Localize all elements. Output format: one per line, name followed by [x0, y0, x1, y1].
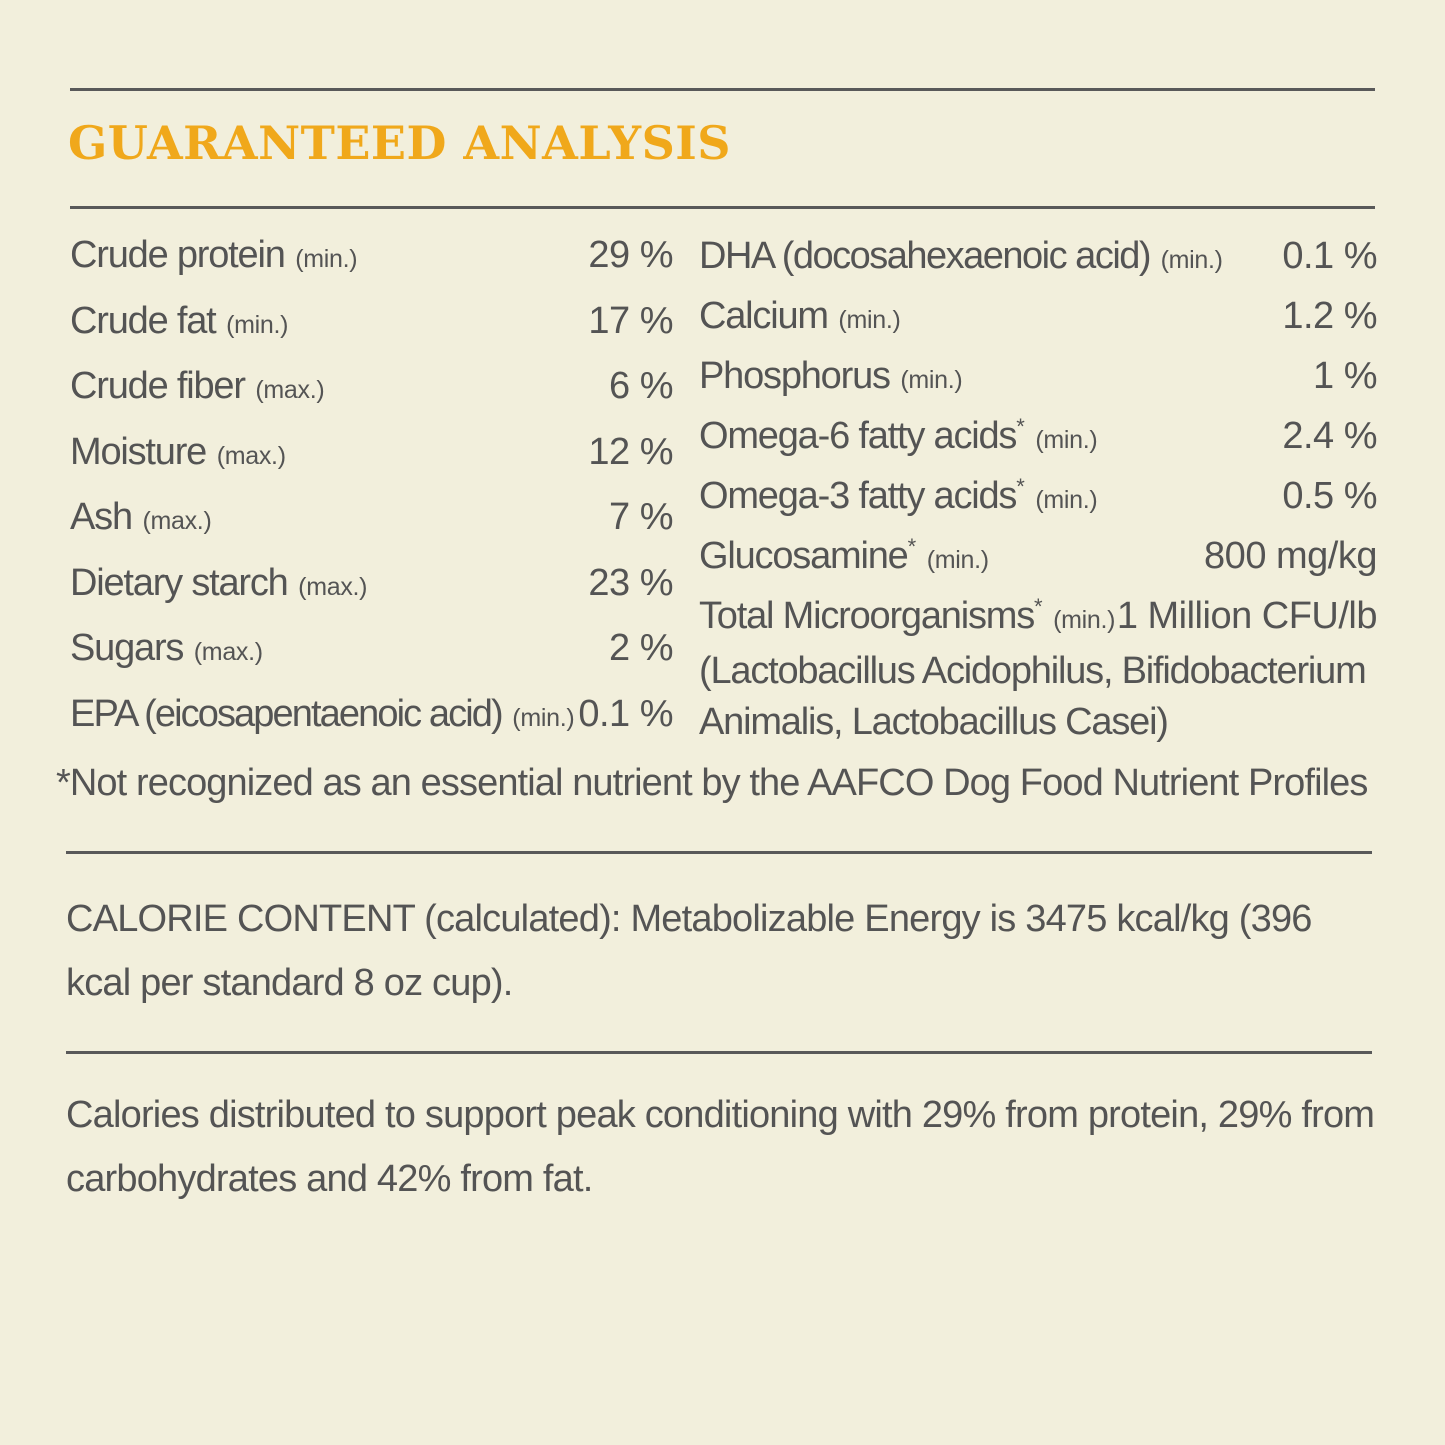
nutrient-row: Omega-3 fatty acids* (min.) 0.5 % [699, 474, 1377, 517]
section-title: GUARANTEED ANALYSIS [68, 116, 732, 170]
microorganisms-detail [699, 646, 1377, 748]
nutrient-row: Dietary starch (max.) 23 % [70, 561, 673, 604]
footnote-divider [66, 851, 1372, 854]
calorie-content: CALORIE CONTENT (calculated): Metabolizable Energy is 3475 kcal/kg (396 kcal per standard 8 oz cup). [66, 898, 1312, 1004]
nutrient-row: Ash (max.) 7 % [70, 496, 673, 538]
microorganisms-detail-line: Animalis, Lactobacillus Casei) [699, 701, 1168, 743]
nutrient-row: Glucosamine* (min.) 800 mg/kg [699, 534, 1377, 577]
aafco-footnote: *Not recognized as an essential nutrient by the AAFCO Dog Food Nutrient Profiles [56, 762, 1368, 804]
nutrient-row: Sugars (max.) 2 % [70, 627, 673, 669]
nutrient-row: Crude fiber (max.) 6 % [70, 365, 673, 407]
nutrient-row: Crude fat (min.) 17 % [70, 299, 673, 342]
top-divider [70, 88, 1375, 91]
nutrients-left-column [70, 236, 673, 760]
microorganisms-detail-line: (Lactobacillus Acidophilus, Bifidobacterium [699, 650, 1366, 692]
calorie-divider [66, 1051, 1372, 1054]
nutrient-row: Crude protein (min.) 29 % [70, 234, 673, 276]
nutrient-row: Phosphorus (min.) 1 % [699, 355, 1377, 397]
nutrients-right-column [699, 236, 1377, 748]
calorie-distribution: Calories distributed to support peak conditioning with 29% from protein, 29% from carbohydrates and 42% from fat. [66, 1094, 1375, 1200]
nutrient-row: Moisture (max.) 12 % [70, 430, 673, 473]
nutrient-row: Total Microorganisms* (min.) 1 Million CFU/lb [699, 594, 1377, 637]
nutrient-row: EPA (eicosapentaenoic acid) (min.) 0.1 % [70, 692, 673, 735]
title-divider [70, 206, 1375, 209]
nutrient-row: Omega-6 fatty acids* (min.) 2.4 % [699, 414, 1377, 457]
nutrient-row: Calcium (min.) 1.2 % [699, 295, 1377, 337]
nutrient-row: DHA (docosahexaenoic acid) (min.) 0.1 % [699, 235, 1377, 277]
